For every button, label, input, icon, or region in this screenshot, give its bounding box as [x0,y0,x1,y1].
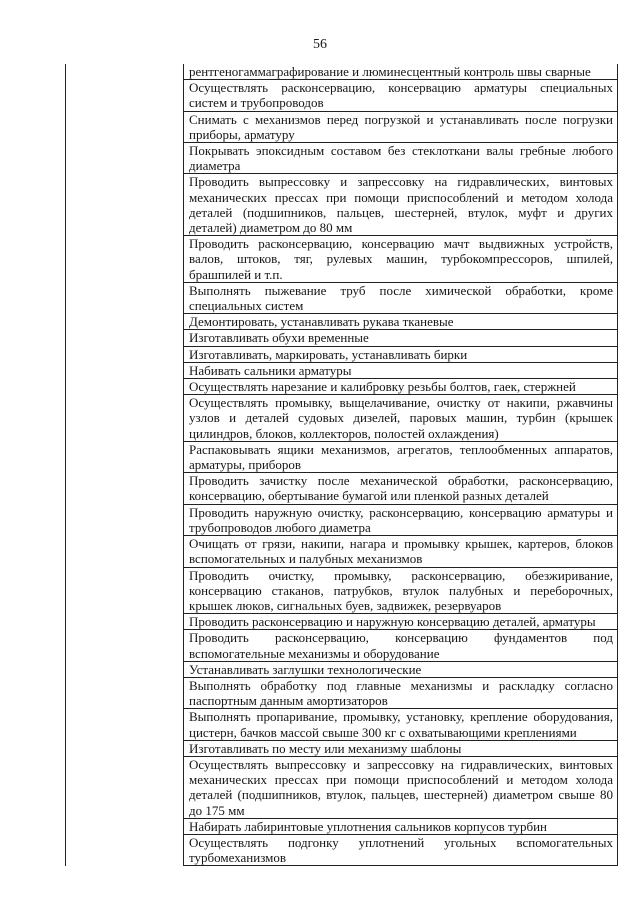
table-row: Изготавливать, маркировать, устанавливать бирки [184,347,617,363]
duties-table [65,64,618,866]
table-row: Демонтировать, устанавливать рукава тканевые [184,314,617,330]
table-row: Изготавливать по месту или механизму шаблоны [184,741,617,757]
table-row: Проводить расконсервацию, консервацию мачт выдвижных устройств, валов, штоков, тяг, рулевых машин, турбокомпрессоров, шпилей, брашпилей и т.п. [184,236,617,283]
page-number: 56 [313,37,327,52]
table-row: Устанавливать заглушки технологические [184,662,617,678]
table-row: Набивать сальники арматуры [184,363,617,379]
table-row: Осуществлять расконсервацию, консервацию арматуры специальных систем и трубопроводов [184,80,617,111]
table-row: Набирать лабиринтовые уплотнения сальников корпусов турбин [184,819,617,835]
table-row: Очищать от грязи, накипи, нагара и промывку крышек, картеров, блоков вспомогательных и палубных механизмов [184,536,617,567]
table-row: Распаковывать ящики механизмов, агрегатов, теплообменных аппаратов, арматуры, приборов [184,442,617,473]
table-left-column [66,64,184,866]
table-row: Изготавливать обухи временные [184,330,617,346]
table-row: Выполнять пропаривание, промывку, установку, крепление оборудования, цистерн, бачков массой свыше 300 кг с охватывающими креплениями [184,709,617,740]
table-row: Проводить очистку, промывку, расконсервацию, обезжиривание, консервацию стаканов, патрубков, втулок палубных и переборочных, крышек люков, сигнальных буев, задвижек, резервуаров [184,568,617,615]
table-row: Выполнять обработку под главные механизмы и раскладку согласно паспортным данным амортизаторов [184,678,617,709]
table-row: Проводить расконсервацию и наружную консервацию деталей, арматуры [184,614,617,630]
table-row: Выполнять пыжевание труб после химической обработки, кроме специальных систем [184,283,617,314]
table-row: Проводить расконсервацию, консервацию фундаментов под вспомогательные механизмы и оборудование [184,630,617,661]
table-row: Проводить выпрессовку и запрессовку на гидравлических, винтовых механических прессах при помощи приспособлений и методом холода деталей (подшипников, пальцев, шестерней, втулок, муфт и других деталей) диаметром до 80 мм [184,174,617,236]
table-right-column [184,64,617,866]
table-row: Проводить зачистку после механической обработки, расконсервацию, консервацию, обертывание бумагой или пленкой разных деталей [184,473,617,504]
table-row: Проводить наружную очистку, расконсервацию, консервацию арматуры и трубопроводов любого диаметра [184,505,617,536]
table-row: Покрывать эпоксидным составом без стеклоткани валы гребные любого диаметра [184,143,617,174]
table-row: Осуществлять подгонку уплотнений угольных вспомогательных турбомеханизмов [184,835,617,866]
table-row: Осуществлять промывку, выщелачивание, очистку от накипи, ржавчины узлов и деталей судовых дизелей, паровых машин, турбин (крышек цилиндров, блоков, коллекторов, полостей охлаждения) [184,395,617,442]
table-row: Осуществлять нарезание и калибровку резьбы болтов, гаек, стержней [184,379,617,395]
table-row: Осуществлять выпрессовку и запрессовку на гидравлических, винтовых механических прессах при помощи приспособлений и методом холода деталей (подшипников, втулок, пальцев, шестерней) диаметром свыше 80 до 175 мм [184,757,617,819]
table-row: Снимать с механизмов перед погрузкой и устанавливать после погрузки приборы, арматуру [184,112,617,143]
table-row: рентгеногаммаграфирование и люминесцентный контроль швы сварные [184,64,617,80]
